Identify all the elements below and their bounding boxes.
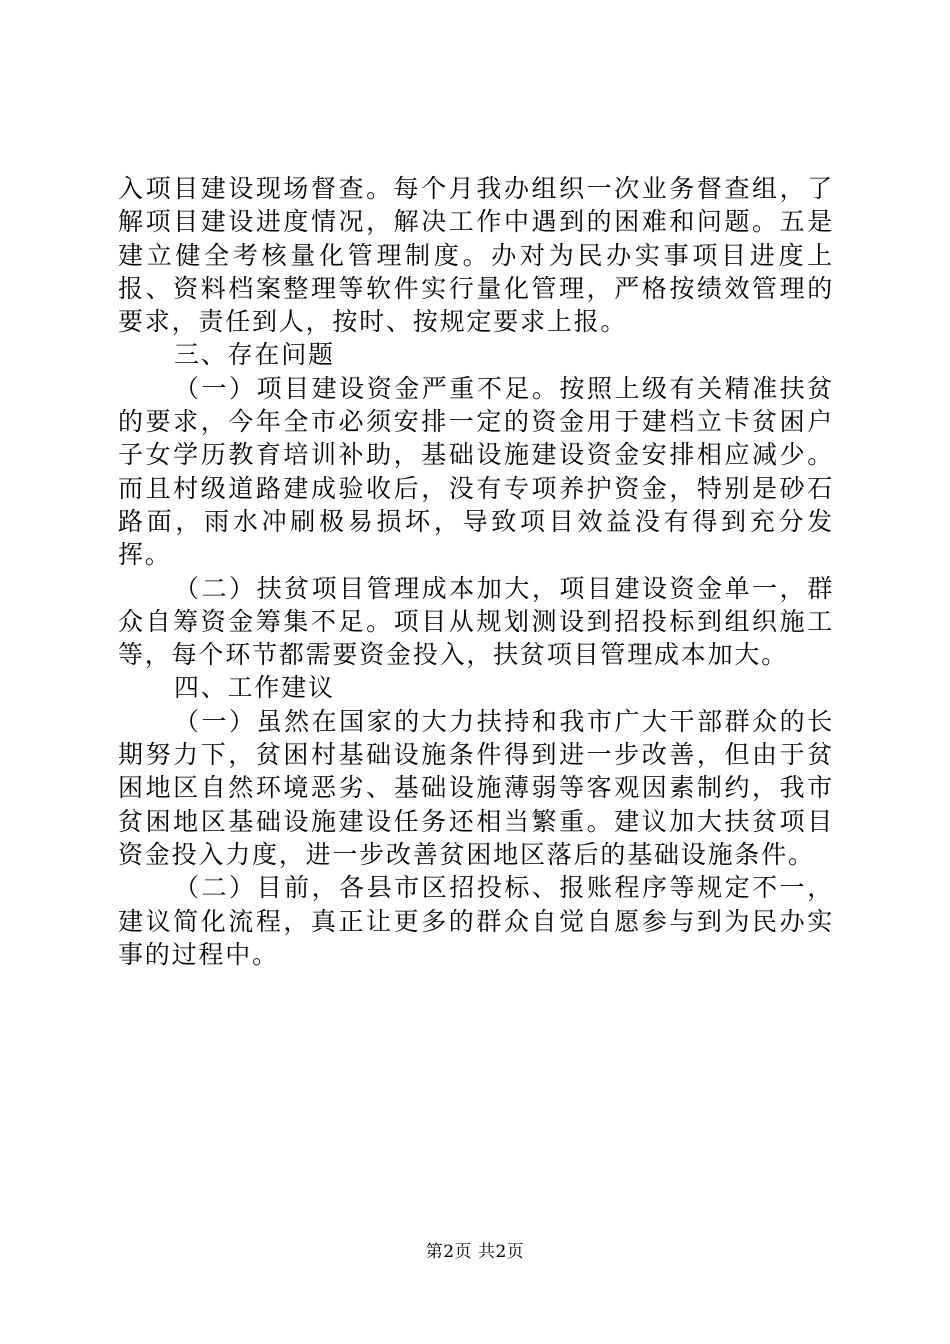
page-number-indicator: 第2页 共2页 <box>425 1242 525 1262</box>
section-heading-issues: 三、存在问题 <box>174 340 335 370</box>
document-body <box>118 172 834 971</box>
body-paragraph-suggestion-2: （二）目前，各县市区招投标、报账程序等规定不一，建议简化流程，真正让更多的群众自觉自愿参与到为民办实事的过程中。 <box>118 873 834 969</box>
body-paragraph-issue-2: （二）扶贫项目管理成本加大，项目建设资金单一，群众自筹资金筹集不足。项目从规划测设到招投标到组织施工等，每个环节都需要资金投入，扶贫项目管理成本加大。 <box>118 573 834 670</box>
body-paragraph-suggestion-1: （一）虽然在国家的大力扶持和我市广大干部群众的长期努力下，贫困村基础设施条件得到进一步改善，但由于贫困地区自然环境恶劣、基础设施薄弱等客观因素制约，我市贫困地区基础设施建设任务还相当繁重。建议加大扶贫项目资金投入力度，进一步改善贫困地区落后的基础设施条件。 <box>118 706 834 869</box>
section-heading-suggestions: 四、工作建议 <box>174 673 335 703</box>
body-paragraph-issue-1: （一）项目建设资金严重不足。按照上级有关精准扶贫的要求，今年全市必须安排一定的资金用于建档立卡贫困户子女学历教育培训补助，基础设施建设资金安排相应减少。而且村级道路建成验收后，没有专项养护资金，特别是砂石路面，雨水冲刷极易损坏，导致项目效益没有得到充分发挥。 <box>118 373 834 570</box>
page-footer <box>0 1241 950 1263</box>
body-paragraph-continuation: 入项目建设现场督查。每个月我办组织一次业务督查组，了解项目建设进度情况，解决工作中遇到的困难和问题。五是建立健全考核量化管理制度。办对为民办实事项目进度上报、资料档案整理等软件实行量化管理，严格按绩效管理的要求，责任到人，按时、按规定要求上报。 <box>118 174 834 337</box>
